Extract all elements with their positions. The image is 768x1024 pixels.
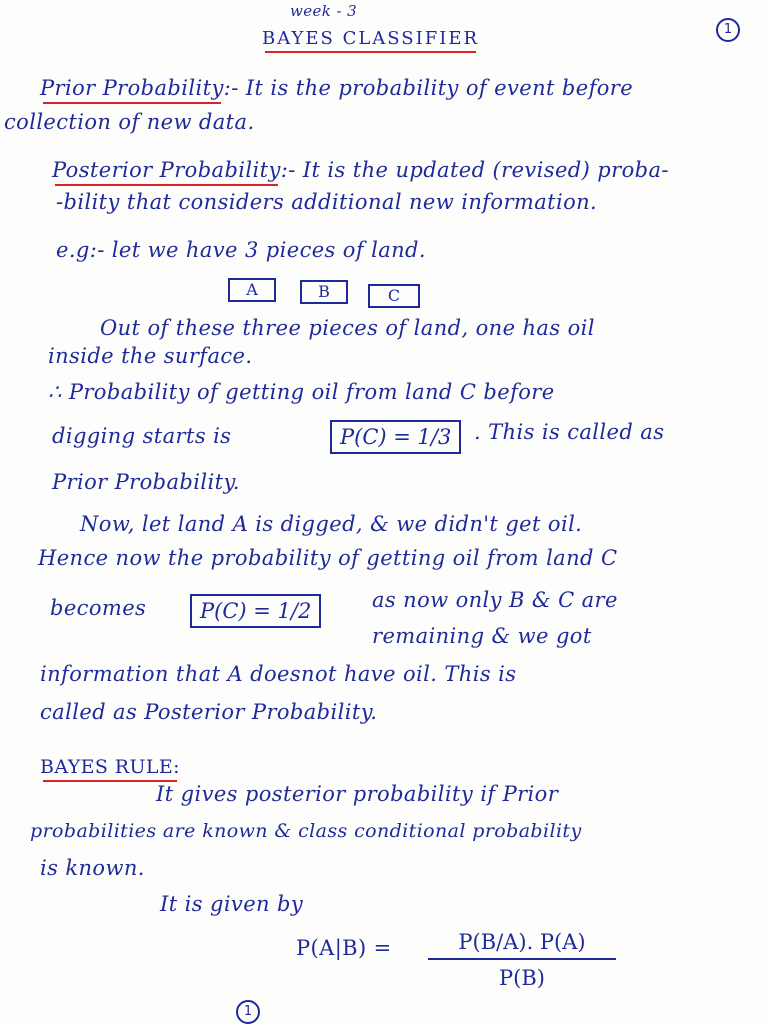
- prior-term: Prior Probability: [40, 76, 224, 100]
- prior-formula-box: P(C) = 1/3: [330, 420, 461, 454]
- posterior-term: Posterior Probability: [52, 158, 281, 182]
- bayes-rule-heading: BAYES RULE:: [40, 756, 180, 778]
- example-line-4-end: . This is called as: [474, 420, 665, 444]
- example-line-10: information that A doesnot have oil. This is: [40, 662, 517, 686]
- example-line-4-start: digging starts is: [52, 424, 232, 448]
- posterior-definition-line-2: -bility that considers additional new information.: [56, 190, 598, 214]
- page-number-top: 1: [716, 18, 740, 42]
- example-line-3: ∴ Probability of getting oil from land C before: [48, 380, 555, 404]
- posterior-definition-text: :- It is the updated (revised) proba-: [280, 158, 669, 182]
- bayes-formula-fraction: [428, 930, 616, 990]
- example-line-7: Hence now the probability of getting oil from land C: [38, 546, 618, 570]
- example-line-11: called as Posterior Probability.: [40, 700, 378, 724]
- prior-definition-line-2: collection of new data.: [4, 110, 255, 134]
- bayes-line-2: probabilities are known & class conditional probability: [30, 820, 582, 842]
- example-line-6: Now, let land A is digged, & we didn't get oil.: [80, 512, 583, 536]
- example-line-2: inside the surface.: [48, 344, 253, 368]
- page-title: BAYES CLASSIFIER: [262, 28, 480, 49]
- prior-definition-line-1: [40, 76, 633, 100]
- example-line-5: Prior Probability.: [52, 470, 240, 494]
- bayes-line-3: is known.: [40, 856, 145, 880]
- land-box-a: A: [228, 278, 276, 302]
- posterior-formula-box: P(C) = 1/2: [190, 594, 321, 628]
- posterior-definition-line-1: [52, 158, 669, 182]
- bayes-formula-lhs: P(A|B) =: [296, 936, 392, 960]
- example-line-1: Out of these three pieces of land, one has oil: [100, 316, 595, 340]
- bayes-formula-numerator: P(B/A). P(A): [428, 930, 616, 960]
- week-label: week - 3: [290, 2, 358, 20]
- example-line-8-end: as now only B & C are: [372, 588, 618, 612]
- bayes-line-1: It gives posterior probability if Prior: [156, 782, 559, 806]
- land-box-b: B: [300, 280, 348, 304]
- example-line-9: remaining & we got: [372, 624, 592, 648]
- page-number-bottom: 1: [236, 1000, 260, 1024]
- bayes-formula-denominator: P(B): [499, 966, 545, 990]
- prior-definition-text: :- It is the probability of event before: [223, 76, 634, 100]
- example-line-8-start: becomes: [50, 596, 147, 620]
- example-intro: e.g:- let we have 3 pieces of land.: [56, 238, 426, 262]
- bayes-line-4: It is given by: [160, 892, 304, 916]
- land-box-c: C: [368, 284, 420, 308]
